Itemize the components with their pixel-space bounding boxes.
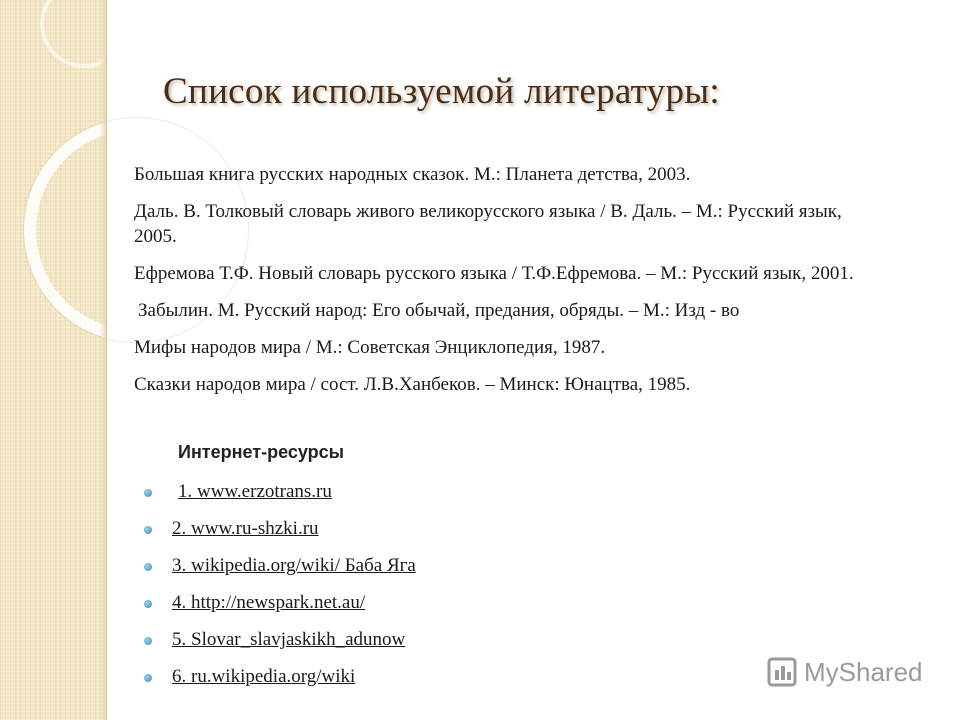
link-wikipedia-baba-yaga[interactable]: 3. wikipedia.org/wiki/ Баба Яга <box>172 555 416 576</box>
myshared-watermark <box>766 656 923 688</box>
bullet-icon <box>144 489 152 497</box>
slide-title: Список используемой литературы: <box>163 71 720 112</box>
reference-item: Сказки народов мира / сост. Л.В.Ханбеков. – Минск: Юнацтва, 1985. <box>134 374 691 395</box>
side-divider <box>106 0 107 720</box>
reference-item: Ефремова Т.Ф. Новый словарь русского языка / Т.Ф.Ефремова. – М.: Русский язык, 2001. <box>134 263 854 284</box>
link-list <box>144 480 416 702</box>
myshared-logo-icon <box>766 656 798 688</box>
reference-item: Мифы народов мира / М.: Советская Энциклопедия, 1987. <box>134 337 606 358</box>
link-slovar[interactable]: 5. Slovar_slavjaskikh_adunow <box>172 629 406 650</box>
link-list-item <box>144 628 416 665</box>
link-list-item <box>144 517 416 554</box>
reference-list <box>134 162 914 409</box>
bullet-icon <box>144 526 152 534</box>
bullet-icon <box>144 600 152 608</box>
decorative-circle-small <box>40 0 128 68</box>
link-newspark[interactable]: 4. http://newspark.net.au/ <box>172 592 366 613</box>
reference-item: Большая книга русских народных сказок. М.: Планета детства, 2003. <box>134 164 691 185</box>
link-list-item <box>144 665 416 702</box>
decorative-side-band <box>0 0 106 720</box>
internet-resources-heading: Интернет-ресурсы <box>178 442 345 462</box>
bullet-icon <box>144 637 152 645</box>
reference-item: Даль. В. Толковый словарь живого великорусского языка / В. Даль. – М.: Русский язык, 2005. <box>134 201 842 247</box>
link-list-item <box>144 554 416 591</box>
link-list-item <box>144 591 416 628</box>
reference-item: Забылин. М. Русский народ: Его обычай, предания, обряды. – М.: Изд - во <box>138 300 740 321</box>
watermark-text: MyShared <box>804 656 923 687</box>
bullet-icon <box>144 563 152 571</box>
bullet-icon <box>144 674 152 682</box>
link-erzotrans[interactable]: 1. www.erzotrans.ru <box>178 481 332 502</box>
link-ru-shzki[interactable]: 2. www.ru-shzki.ru <box>172 518 319 539</box>
link-list-item <box>144 480 416 517</box>
link-ru-wikipedia[interactable]: 6. ru.wikipedia.org/wiki <box>172 666 356 687</box>
